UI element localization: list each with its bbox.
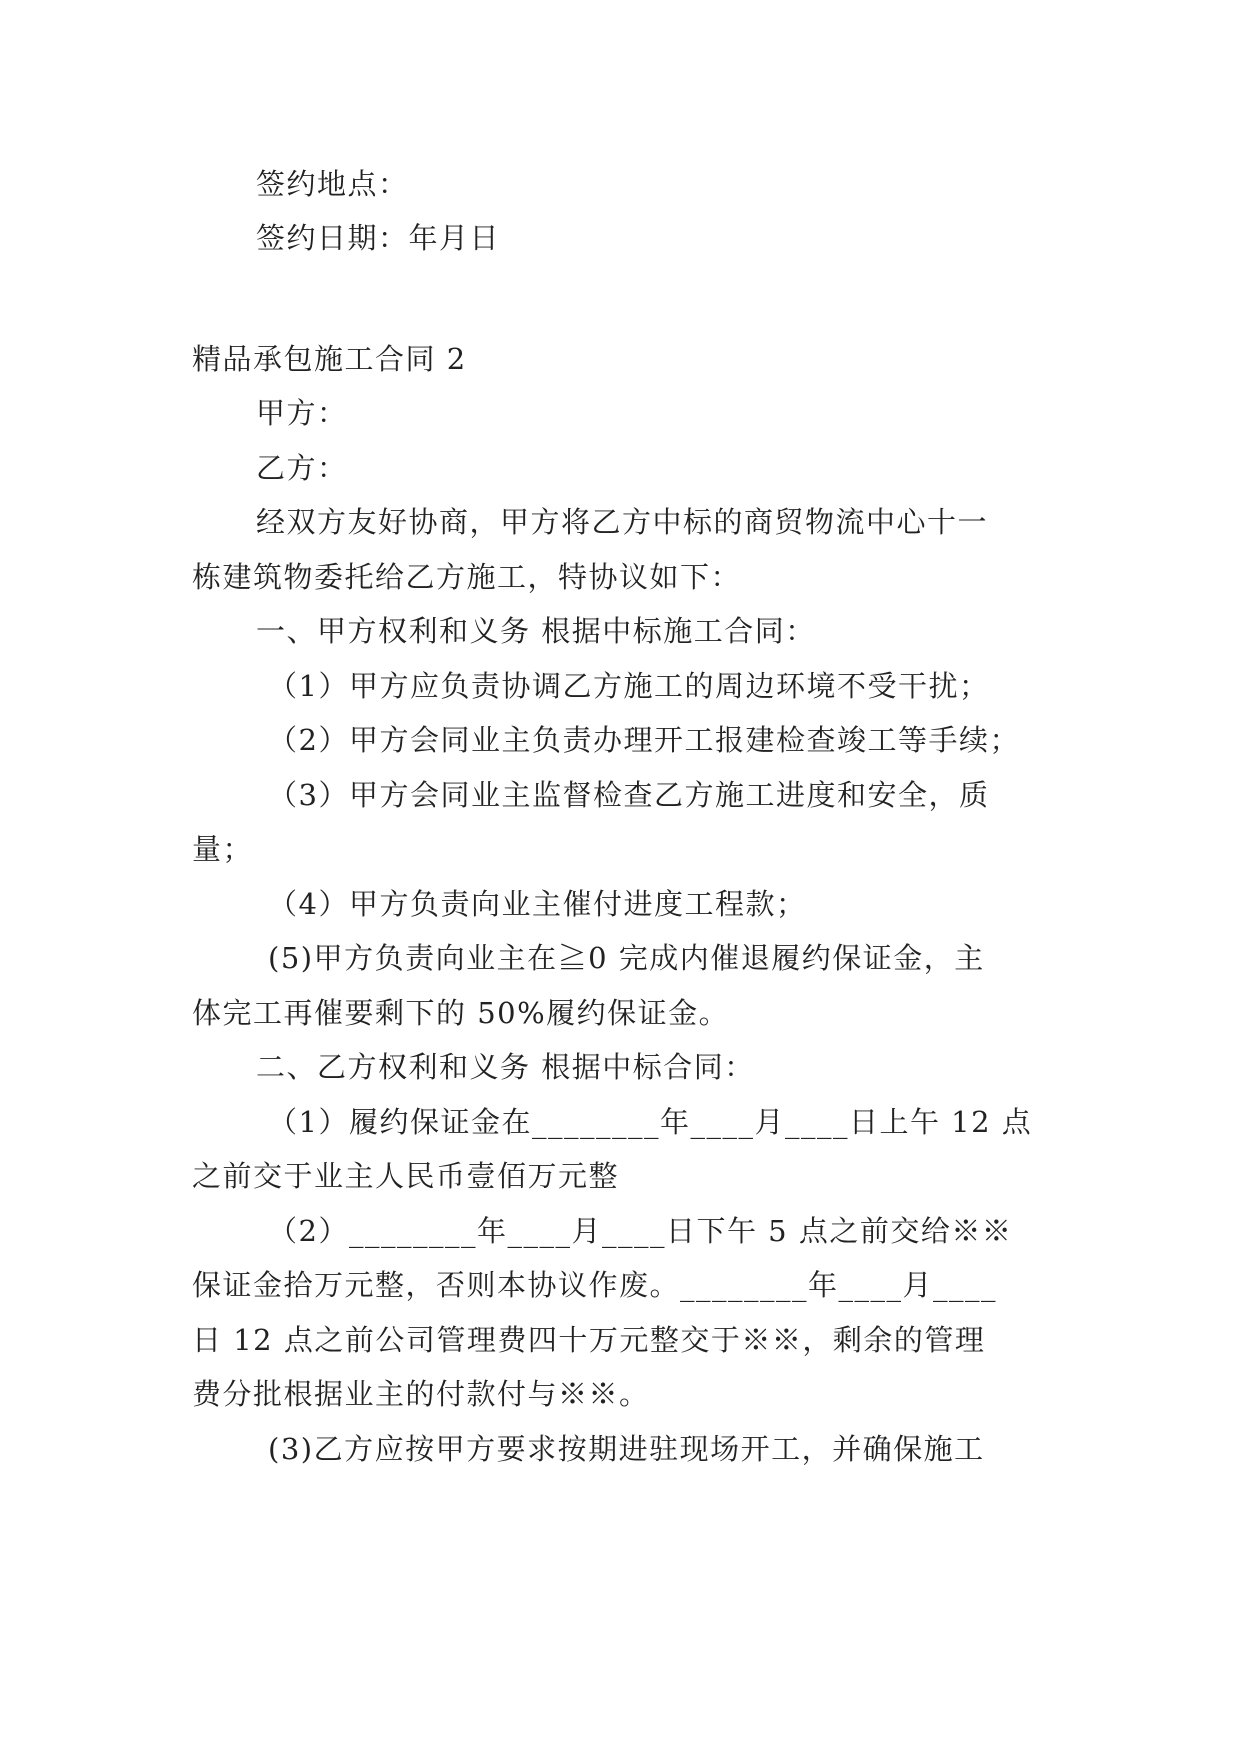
intro-paragraph-line: 栋建筑物委托给乙方施工，特协议如下：	[192, 560, 742, 594]
contract-title: 精品承包施工合同 2	[192, 342, 467, 376]
section1-heading: 一、甲方权利和义务 根据中标施工合同：	[256, 614, 816, 648]
intro-paragraph-line: 经双方友好协商，甲方将乙方中标的商贸物流中心十一	[256, 505, 989, 539]
section1-item: （4）甲方负责向业主催付进度工程款；	[268, 887, 807, 921]
party-a-label: 甲方：	[256, 396, 348, 430]
section1-item: (5)甲方负责向业主在≧0 完成内催退履约保证金，主	[268, 941, 985, 975]
section2-item: （1）履约保证金在________年____月____日上午 12 点	[268, 1105, 1033, 1139]
sign-date-label: 签约日期：年月日	[256, 221, 501, 255]
section2-item-continued: 保证金拾万元整，否则本协议作废。________年____月____	[192, 1268, 998, 1302]
section2-item-continued: 日 12 点之前公司管理费四十万元整交于※※，剩余的管理	[192, 1323, 986, 1357]
section2-item: （2）________年____月____日下午 5 点之前交给※※	[268, 1214, 1013, 1248]
section2-item-continued: 费分批根据业主的付款付与※※。	[192, 1377, 650, 1411]
section2-heading: 二、乙方权利和义务 根据中标合同：	[256, 1050, 755, 1084]
section2-item: (3)乙方应按甲方要求按期进驻现场开工，并确保施工	[268, 1432, 985, 1466]
section1-item-continued: 量；	[192, 832, 254, 866]
party-b-label: 乙方：	[256, 451, 348, 485]
section1-item: （3）甲方会同业主监督检查乙方施工进度和安全，质	[268, 778, 990, 812]
section1-item: （2）甲方会同业主负责办理开工报建检查竣工等手续；	[268, 723, 1020, 757]
section1-item-continued: 体完工再催要剩下的 50%履约保证金。	[192, 996, 730, 1030]
section1-item: （1）甲方应负责协调乙方施工的周边环境不受干扰；	[268, 669, 990, 703]
section2-item-continued: 之前交于业主人民币壹佰万元整	[192, 1159, 620, 1193]
sign-place-label: 签约地点：	[256, 167, 409, 201]
